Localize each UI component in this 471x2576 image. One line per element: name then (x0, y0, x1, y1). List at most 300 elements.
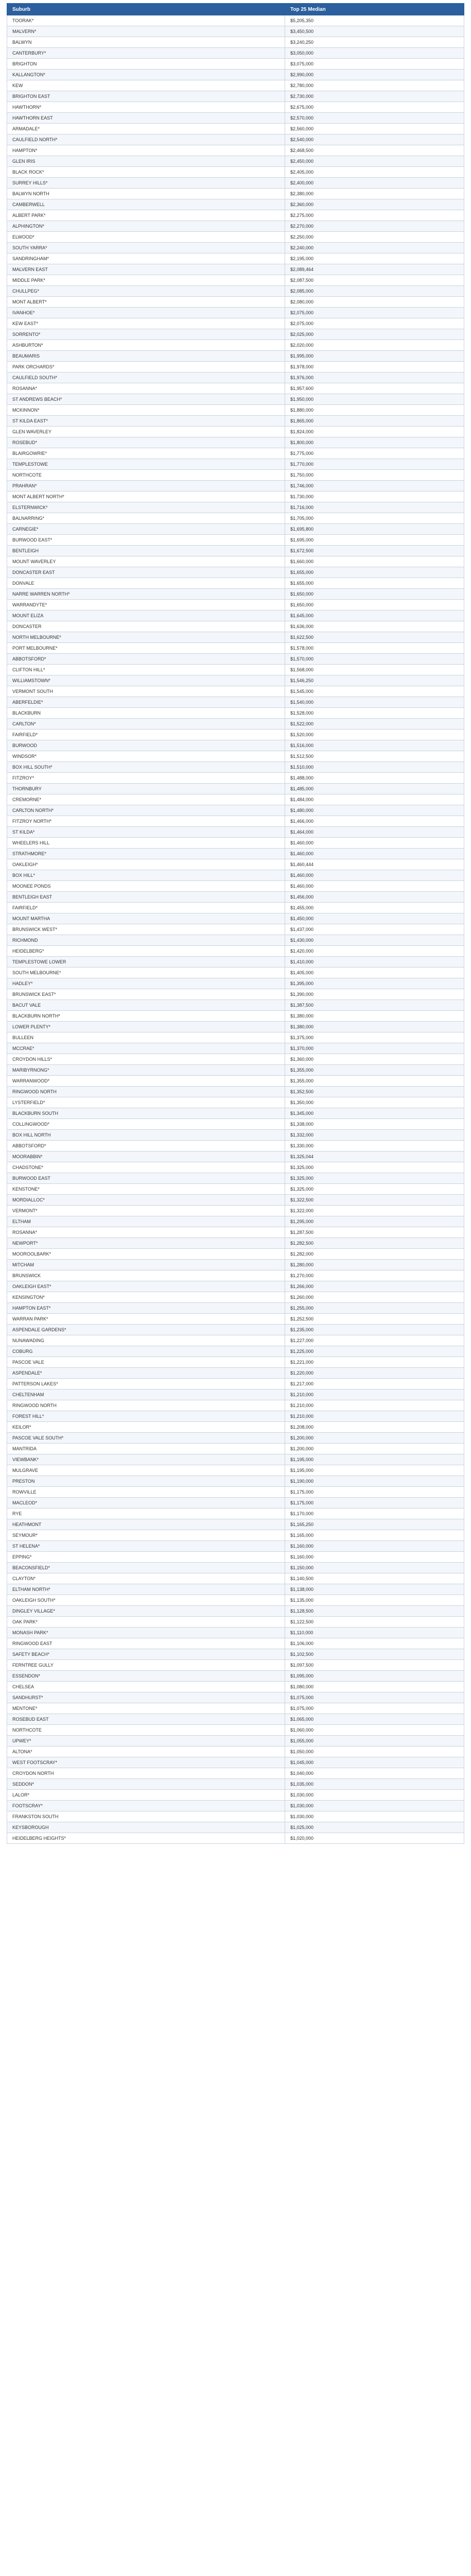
suburb-cell: SURREY HILLS* (7, 178, 285, 189)
suburb-cell: TEMPLESTOWE (7, 459, 285, 470)
median-cell: $1,705,000 (285, 513, 464, 524)
table-row (7, 870, 464, 881)
table-row (7, 134, 464, 145)
suburb-cell: PATTERSON LAKES* (7, 1379, 285, 1389)
median-cell: $1,355,000 (285, 1065, 464, 1076)
table-row (7, 243, 464, 253)
median-cell: $1,672,500 (285, 546, 464, 556)
table-row (7, 1530, 464, 1541)
median-cell: $1,395,000 (285, 978, 464, 989)
table-row (7, 1509, 464, 1519)
suburb-cell: CLIFTON HILL* (7, 665, 285, 675)
suburb-cell: LYSTERFIELD* (7, 1097, 285, 1108)
suburb-cell: RICHMOND (7, 935, 285, 946)
suburb-cell: RYE (7, 1509, 285, 1519)
median-cell: $2,087,500 (285, 275, 464, 286)
suburb-cell: KEW EAST* (7, 318, 285, 329)
table-row (7, 513, 464, 524)
median-cell: $1,035,000 (285, 1779, 464, 1790)
table-row (7, 1692, 464, 1703)
median-cell: $1,650,000 (285, 600, 464, 611)
table-row (7, 1076, 464, 1087)
median-cell: $2,380,000 (285, 189, 464, 199)
suburb-cell: HEIDELBERG* (7, 946, 285, 957)
header-suburb: Suburb (7, 4, 285, 15)
median-cell: $1,140,500 (285, 1573, 464, 1584)
median-cell: $1,488,000 (285, 773, 464, 784)
suburb-cell: FAIRFIELD* (7, 903, 285, 913)
median-cell: $2,085,000 (285, 286, 464, 297)
suburb-cell: CROYDON NORTH (7, 1768, 285, 1779)
median-cell: $1,175,000 (285, 1498, 464, 1509)
table-row (7, 1357, 464, 1368)
median-cell: $1,540,000 (285, 697, 464, 708)
table-row (7, 1400, 464, 1411)
suburb-cell: DONCASTER EAST (7, 567, 285, 578)
table-row (7, 329, 464, 340)
median-cell: $1,227,000 (285, 1335, 464, 1346)
median-cell: $1,995,000 (285, 351, 464, 362)
median-cell: $1,325,000 (285, 1162, 464, 1173)
table-row (7, 1260, 464, 1270)
suburb-cell: PARK ORCHARDS* (7, 362, 285, 372)
median-cell: $1,750,000 (285, 470, 464, 481)
table-row (7, 957, 464, 968)
table-row (7, 1563, 464, 1573)
suburb-cell: MALVERN* (7, 26, 285, 37)
suburb-cell: RINGWOOD NORTH (7, 1400, 285, 1411)
table-row (7, 600, 464, 611)
table-row (7, 849, 464, 859)
median-cell: $1,266,000 (285, 1281, 464, 1292)
suburb-cell: ABBOTSFORD* (7, 654, 285, 665)
suburb-cell: MOONEE PONDS (7, 881, 285, 892)
suburb-cell: HEATHMONT (7, 1519, 285, 1530)
table-row (7, 124, 464, 134)
median-cell: $1,055,000 (285, 1736, 464, 1747)
suburb-cell: ST KILDA* (7, 827, 285, 838)
suburb-cell: PASCOE VALE SOUTH* (7, 1433, 285, 1444)
median-cell: $1,695,800 (285, 524, 464, 535)
suburb-cell: TOORAK* (7, 15, 285, 26)
table-row (7, 1671, 464, 1682)
suburb-cell: WEST FOOTSCRAY* (7, 1757, 285, 1768)
table-row (7, 1779, 464, 1790)
suburb-cell: MONT ALBERT NORTH* (7, 492, 285, 502)
suburb-cell: SEYMOUR* (7, 1530, 285, 1541)
suburb-cell: CROYDON HILLS* (7, 1054, 285, 1065)
suburb-cell: CHELSEA (7, 1682, 285, 1692)
suburb-cell: BENTLEIGH EAST (7, 892, 285, 903)
median-cell: $1,210,000 (285, 1411, 464, 1422)
suburb-cell: MOOROOLBARK* (7, 1249, 285, 1260)
suburb-cell: ST HELENA* (7, 1541, 285, 1552)
table-row (7, 437, 464, 448)
table-row (7, 394, 464, 405)
median-cell: $2,195,000 (285, 253, 464, 264)
suburb-cell: SANDRINGHAM* (7, 253, 285, 264)
median-cell: $1,865,000 (285, 416, 464, 427)
table-row (7, 1130, 464, 1141)
table-row (7, 1790, 464, 1801)
table-row (7, 1422, 464, 1433)
suburb-cell: FERNTREE GULLY (7, 1660, 285, 1671)
median-cell: $1,746,000 (285, 481, 464, 492)
median-cell: $2,675,000 (285, 102, 464, 113)
suburb-cell: CARLTON NORTH* (7, 805, 285, 816)
suburb-cell: CHADSTONE* (7, 1162, 285, 1173)
suburb-cell: BOX HILL NORTH (7, 1130, 285, 1141)
suburb-cell: KEILOR* (7, 1422, 285, 1433)
table-row (7, 1206, 464, 1216)
median-cell: $1,345,000 (285, 1108, 464, 1119)
suburb-cell: ASHBURTON* (7, 340, 285, 351)
median-cell: $1,800,000 (285, 437, 464, 448)
median-cell: $1,456,000 (285, 892, 464, 903)
suburb-cell: BRUNSWICK EAST* (7, 989, 285, 1000)
table-row (7, 1454, 464, 1465)
table-row (7, 1184, 464, 1195)
table-row (7, 448, 464, 459)
median-cell: $1,437,000 (285, 924, 464, 935)
median-cell: $1,775,000 (285, 448, 464, 459)
median-cell: $2,080,000 (285, 297, 464, 308)
median-cell: $1,355,000 (285, 1076, 464, 1087)
median-cell: $1,165,250 (285, 1519, 464, 1530)
suburb-cell: KALLANGTON* (7, 70, 285, 80)
median-cell: $1,045,000 (285, 1757, 464, 1768)
suburb-cell: VERMONT* (7, 1206, 285, 1216)
suburb-cell: MITCHAM (7, 1260, 285, 1270)
table-row (7, 1703, 464, 1714)
table-row (7, 892, 464, 903)
table-row (7, 383, 464, 394)
table-row (7, 719, 464, 730)
median-cell: $2,020,000 (285, 340, 464, 351)
median-cell: $1,221,000 (285, 1357, 464, 1368)
table-row (7, 827, 464, 838)
table-row (7, 1714, 464, 1725)
median-cell: $1,160,000 (285, 1552, 464, 1563)
table-row (7, 470, 464, 481)
table-row (7, 1346, 464, 1357)
table-row (7, 913, 464, 924)
median-cell: $1,332,000 (285, 1130, 464, 1141)
table-row (7, 70, 464, 80)
suburb-cell: BALNARRING* (7, 513, 285, 524)
median-cell: $1,095,000 (285, 1671, 464, 1682)
median-cell: $1,460,000 (285, 870, 464, 881)
table-row (7, 113, 464, 124)
table-row (7, 1389, 464, 1400)
median-cell: $1,480,000 (285, 805, 464, 816)
suburb-cell: FRANKSTON SOUTH (7, 1811, 285, 1822)
suburb-cell: BOX HILL SOUTH* (7, 762, 285, 773)
median-cell: $1,030,000 (285, 1801, 464, 1811)
table-row (7, 48, 464, 59)
median-cell: $3,050,000 (285, 48, 464, 59)
suburb-cell: CAMBERWELL (7, 199, 285, 210)
suburb-cell: BURWOOD EAST (7, 1173, 285, 1184)
suburb-cell: ALPHINGTON* (7, 221, 285, 232)
suburb-cell: GLEN IRIS (7, 156, 285, 167)
table-row (7, 535, 464, 546)
median-cell: $1,622,500 (285, 632, 464, 643)
suburb-cell: BULLEEN (7, 1032, 285, 1043)
median-cell: $1,546,250 (285, 675, 464, 686)
suburb-cell: ELSTERNWICK* (7, 502, 285, 513)
suburb-cell: MIDDLE PARK* (7, 275, 285, 286)
suburb-cell: BLACKBURN (7, 708, 285, 719)
table-row (7, 1335, 464, 1346)
suburb-cell: ASPENDALE* (7, 1368, 285, 1379)
suburb-cell: WILLIAMSTOWN* (7, 675, 285, 686)
table-row (7, 1584, 464, 1595)
table-row (7, 1411, 464, 1422)
median-cell: $1,460,000 (285, 838, 464, 849)
table-row (7, 502, 464, 513)
table-row (7, 405, 464, 416)
suburb-cell: ELWOOD* (7, 232, 285, 243)
suburb-cell: OAK PARK* (7, 1617, 285, 1628)
table-row (7, 1660, 464, 1671)
suburb-cell: ELTHAM NORTH* (7, 1584, 285, 1595)
table-row (7, 978, 464, 989)
suburb-cell: CAULFIELD SOUTH* (7, 372, 285, 383)
table-row (7, 1465, 464, 1476)
table-row (7, 1606, 464, 1617)
median-cell: $1,106,000 (285, 1638, 464, 1649)
median-cell: $1,460,000 (285, 849, 464, 859)
table-row (7, 1216, 464, 1227)
median-cell: $1,516,000 (285, 740, 464, 751)
suburb-cell: IVANHOE* (7, 308, 285, 318)
median-cell: $1,522,000 (285, 719, 464, 730)
suburb-cell: BALWYN NORTH (7, 189, 285, 199)
table-row (7, 1303, 464, 1314)
table-header-row (7, 4, 464, 15)
median-cell: $1,080,000 (285, 1682, 464, 1692)
median-cell: $1,390,000 (285, 989, 464, 1000)
suburb-cell: ROSANNA* (7, 1227, 285, 1238)
table-row (7, 156, 464, 167)
median-cell: $1,260,000 (285, 1292, 464, 1303)
median-cell: $1,255,000 (285, 1303, 464, 1314)
median-cell: $2,250,000 (285, 232, 464, 243)
suburb-cell: CAULFIELD NORTH* (7, 134, 285, 145)
table-row (7, 1281, 464, 1292)
suburb-cell: RINGWOOD NORTH (7, 1087, 285, 1097)
suburb-cell: MOUNT WAVERLEY (7, 556, 285, 567)
median-cell: $1,138,000 (285, 1584, 464, 1595)
suburb-cell: SAFETY BEACH* (7, 1649, 285, 1660)
median-cell: $1,380,000 (285, 1022, 464, 1032)
median-cell: $1,730,000 (285, 492, 464, 502)
median-cell: $1,102,500 (285, 1649, 464, 1660)
table-row (7, 362, 464, 372)
table-row (7, 1573, 464, 1584)
suburb-cell: SOUTH MELBOURNE* (7, 968, 285, 978)
table-row (7, 686, 464, 697)
median-cell: $1,128,500 (285, 1606, 464, 1617)
table-row (7, 1649, 464, 1660)
median-cell: $1,650,000 (285, 589, 464, 600)
table-row (7, 1822, 464, 1833)
table-row (7, 611, 464, 621)
suburb-cell: NORTHCOTE (7, 470, 285, 481)
median-cell: $1,270,000 (285, 1270, 464, 1281)
median-cell: $2,405,000 (285, 167, 464, 178)
suburb-cell: ESSENDON* (7, 1671, 285, 1682)
suburb-cell: LALOR* (7, 1790, 285, 1801)
table-row (7, 199, 464, 210)
suburb-cell: MONT ALBERT* (7, 297, 285, 308)
suburb-cell: MORDIALLOC* (7, 1195, 285, 1206)
median-cell: $1,484,000 (285, 794, 464, 805)
suburb-cell: DONCASTER (7, 621, 285, 632)
suburb-cell: HADLEY* (7, 978, 285, 989)
table-row (7, 968, 464, 978)
table-row (7, 1065, 464, 1076)
median-cell: $1,976,000 (285, 372, 464, 383)
suburb-cell: ROSANNA* (7, 383, 285, 394)
median-cell: $2,270,000 (285, 221, 464, 232)
suburb-cell: SANDHURST* (7, 1692, 285, 1703)
median-cell: $1,455,000 (285, 903, 464, 913)
median-cell: $1,370,000 (285, 1043, 464, 1054)
table-row (7, 794, 464, 805)
median-cell: $2,990,000 (285, 70, 464, 80)
median-cell: $1,410,000 (285, 957, 464, 968)
median-cell: $1,217,000 (285, 1379, 464, 1389)
median-cell: $1,075,000 (285, 1692, 464, 1703)
table-row (7, 427, 464, 437)
median-cell: $2,468,500 (285, 145, 464, 156)
median-cell: $1,352,500 (285, 1087, 464, 1097)
median-cell: $1,195,000 (285, 1465, 464, 1476)
table-row (7, 1768, 464, 1779)
table-row (7, 730, 464, 740)
table-row (7, 556, 464, 567)
suburb-cell: HEIDELBERG HEIGHTS* (7, 1833, 285, 1844)
suburb-cell: VERMONT SOUTH (7, 686, 285, 697)
table-row (7, 318, 464, 329)
suburb-cell: HAMPTON* (7, 145, 285, 156)
suburb-cell: ABBOTSFORD* (7, 1141, 285, 1151)
median-cell: $1,210,000 (285, 1389, 464, 1400)
suburb-cell: CREMORNE* (7, 794, 285, 805)
table-row (7, 675, 464, 686)
table-row (7, 167, 464, 178)
suburb-cell: SEDDON* (7, 1779, 285, 1790)
table-row (7, 459, 464, 470)
table-row (7, 1195, 464, 1206)
table-row (7, 1162, 464, 1173)
median-cell: $2,025,000 (285, 329, 464, 340)
table-row (7, 221, 464, 232)
table-row (7, 621, 464, 632)
suburb-cell: PRAHRAN* (7, 481, 285, 492)
suburb-cell: BEAUMARIS (7, 351, 285, 362)
table-row (7, 1617, 464, 1628)
median-cell: $2,780,000 (285, 80, 464, 91)
table-row (7, 784, 464, 794)
suburb-cell: SORRENTO* (7, 329, 285, 340)
median-cell: $1,510,000 (285, 762, 464, 773)
median-cell: $2,450,000 (285, 156, 464, 167)
table-row (7, 1325, 464, 1335)
table-row (7, 816, 464, 827)
median-cell: $5,205,350 (285, 15, 464, 26)
suburb-cell: MALVERN EAST (7, 264, 285, 275)
median-cell: $1,282,500 (285, 1238, 464, 1249)
suburb-cell: ALBERT PARK* (7, 210, 285, 221)
table-row (7, 492, 464, 502)
median-cell: $1,165,000 (285, 1530, 464, 1541)
table-body (7, 15, 464, 1844)
table-row (7, 632, 464, 643)
suburb-cell: BRIGHTON (7, 59, 285, 70)
median-cell: $1,325,000 (285, 1184, 464, 1195)
suburb-cell: WARRANWOOD* (7, 1076, 285, 1087)
suburb-cell: DONVALE (7, 578, 285, 589)
table-row (7, 308, 464, 318)
suburb-cell: NARRE WARREN NORTH* (7, 589, 285, 600)
median-cell: $2,360,000 (285, 199, 464, 210)
median-cell: $1,208,000 (285, 1422, 464, 1433)
median-cell: $3,075,000 (285, 59, 464, 70)
table-row (7, 946, 464, 957)
suburb-cell: GLEN WAVERLEY (7, 427, 285, 437)
table-row (7, 232, 464, 243)
median-cell: $2,240,000 (285, 243, 464, 253)
suburb-cell: HAWTHORN* (7, 102, 285, 113)
median-cell: $1,195,000 (285, 1454, 464, 1465)
median-cell: $1,325,044 (285, 1151, 464, 1162)
suburb-cell: OAKLEIGH* (7, 859, 285, 870)
median-cell: $1,450,000 (285, 913, 464, 924)
median-cell: $2,075,000 (285, 308, 464, 318)
median-cell: $1,325,000 (285, 1173, 464, 1184)
median-cell: $1,175,000 (285, 1487, 464, 1498)
table-row (7, 740, 464, 751)
table-row (7, 1151, 464, 1162)
table-row (7, 1141, 464, 1151)
suburb-median-table (7, 3, 464, 1844)
median-cell: $1,322,000 (285, 1206, 464, 1216)
table-row (7, 1000, 464, 1011)
median-cell: $1,020,000 (285, 1833, 464, 1844)
table-row (7, 80, 464, 91)
median-cell: $1,097,500 (285, 1660, 464, 1671)
median-cell: $1,545,000 (285, 686, 464, 697)
median-cell: $1,190,000 (285, 1476, 464, 1487)
median-cell: $1,330,000 (285, 1141, 464, 1151)
median-cell: $1,170,000 (285, 1509, 464, 1519)
table-row (7, 1552, 464, 1563)
suburb-cell: MOUNT ELIZA (7, 611, 285, 621)
suburb-cell: ELTHAM (7, 1216, 285, 1227)
suburb-cell: MANTRIDA (7, 1444, 285, 1454)
median-cell: $1,200,000 (285, 1444, 464, 1454)
table-row (7, 751, 464, 762)
suburb-cell: WARRANDYTE* (7, 600, 285, 611)
table-row (7, 567, 464, 578)
suburb-cell: FAIRFIELD* (7, 730, 285, 740)
table-row (7, 989, 464, 1000)
table-row (7, 1757, 464, 1768)
suburb-cell: BRUNSWICK (7, 1270, 285, 1281)
